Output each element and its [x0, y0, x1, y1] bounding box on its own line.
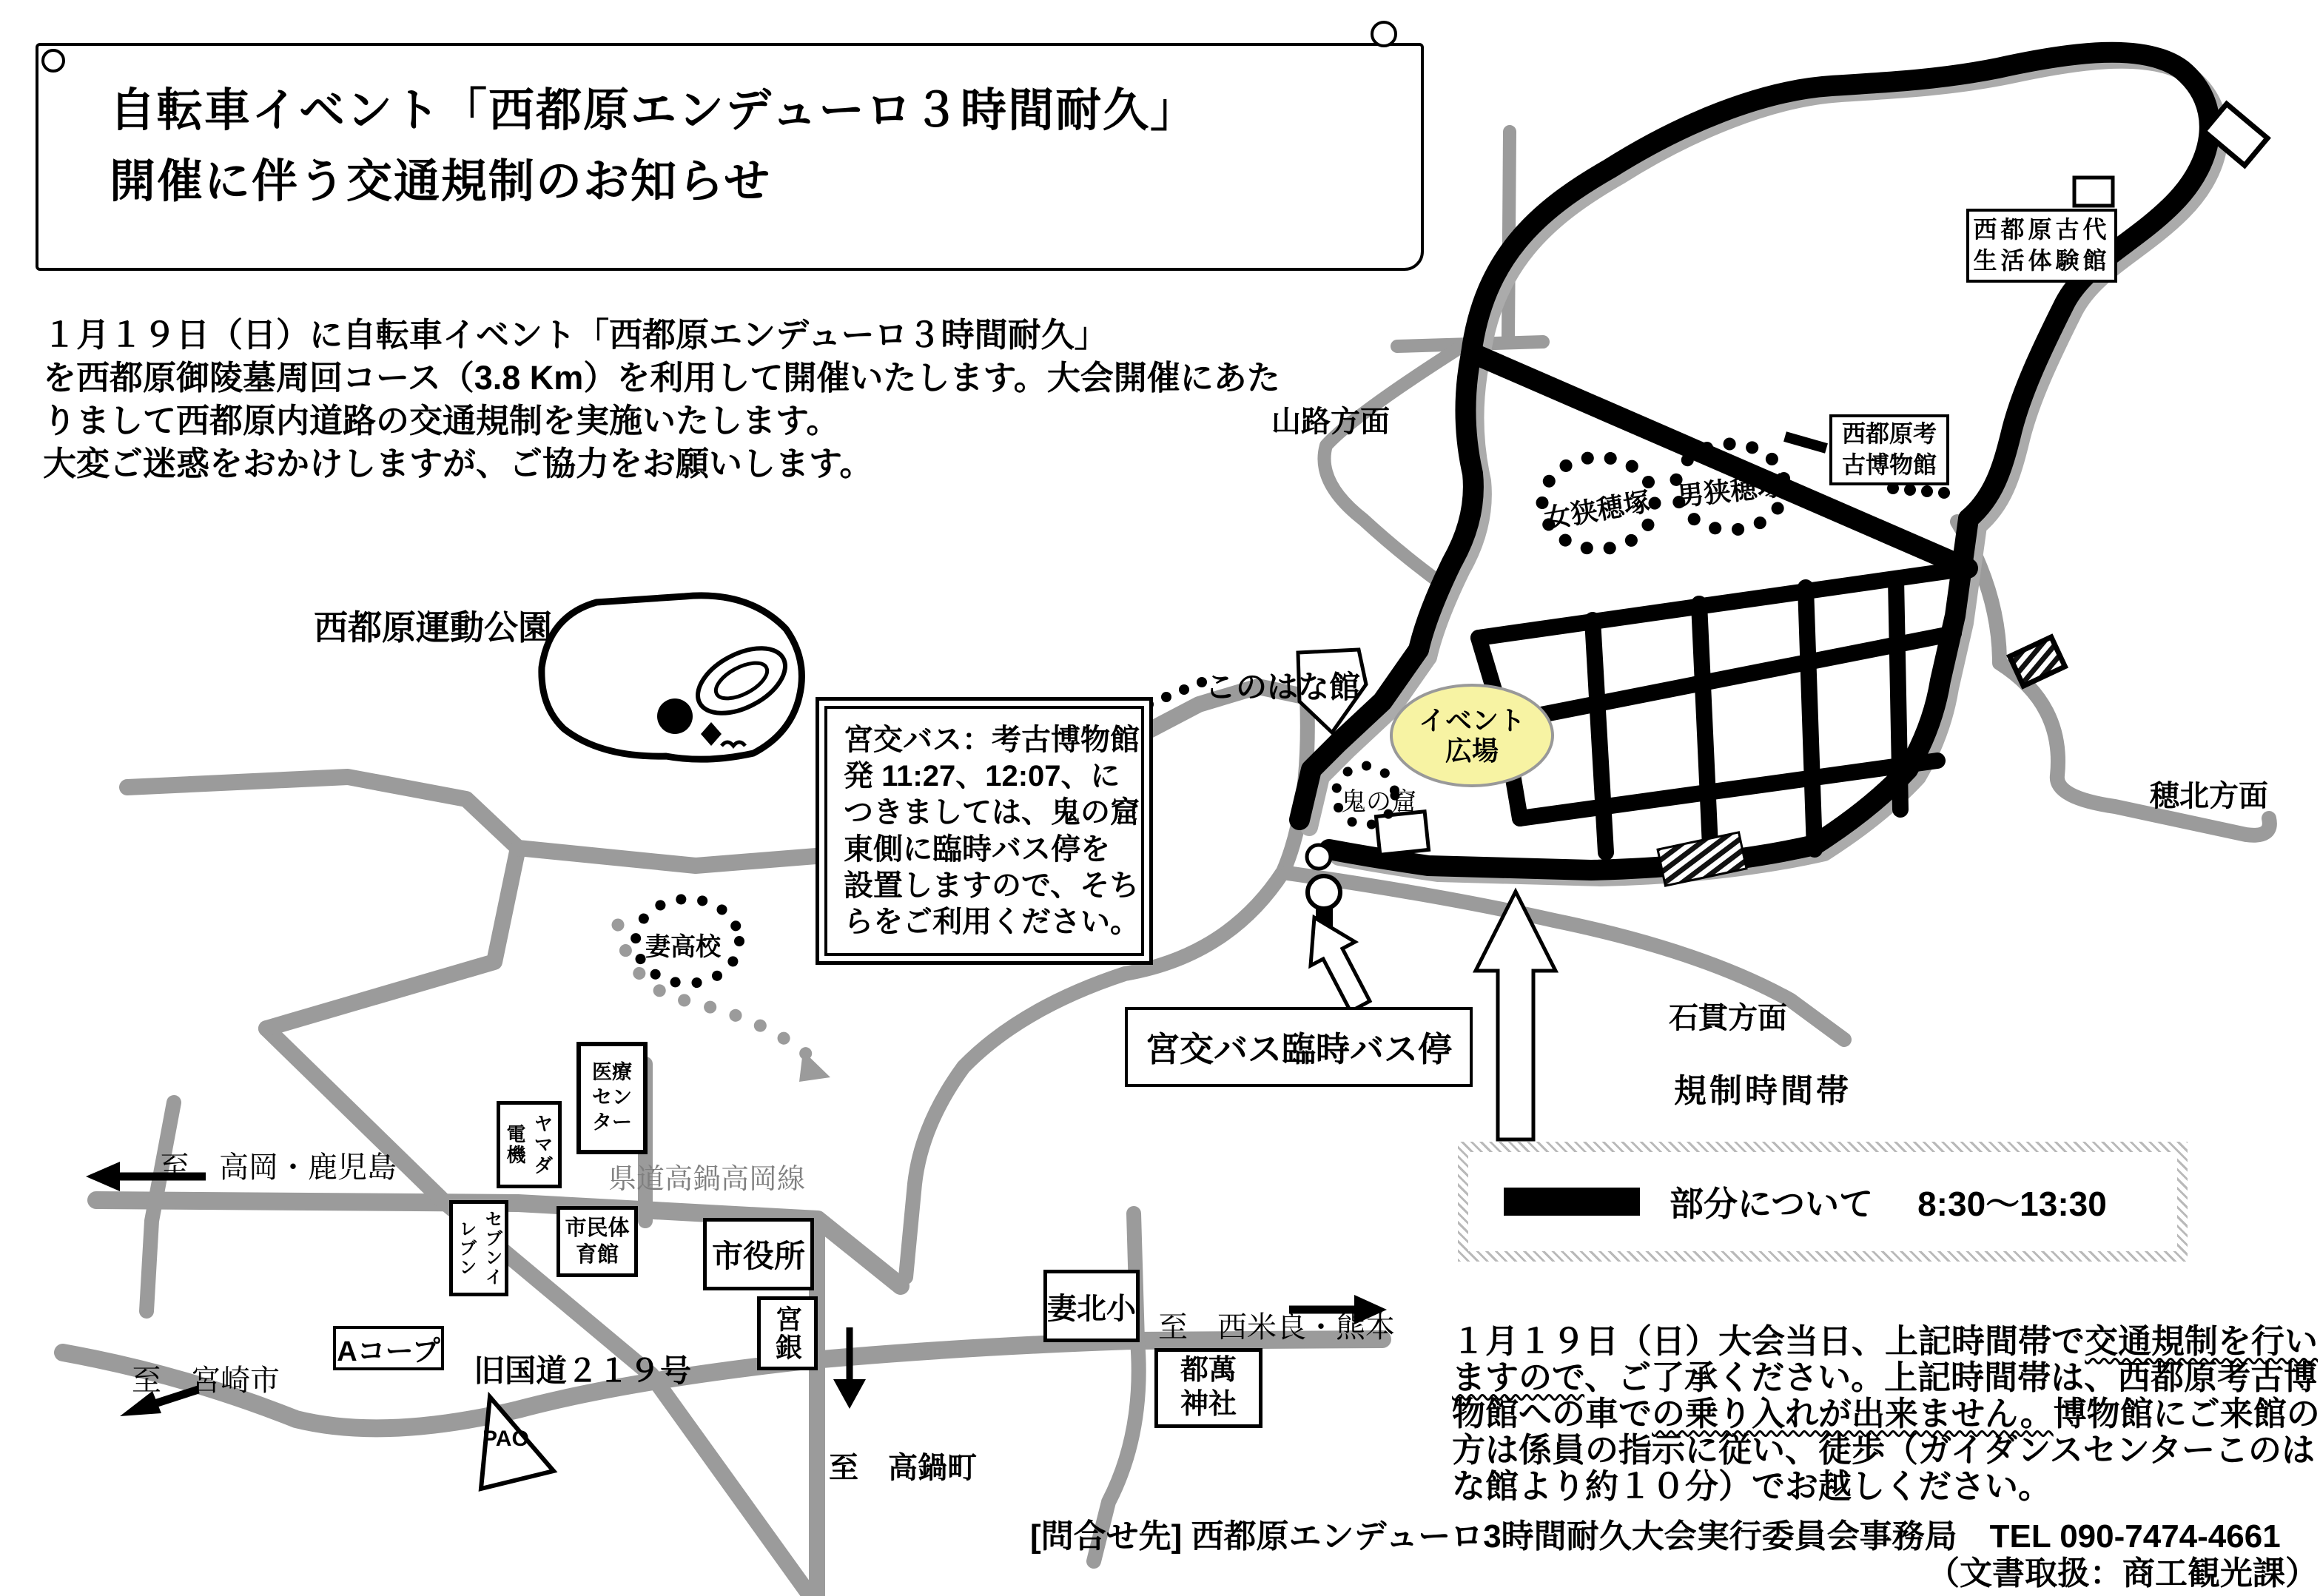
- bus-info-line: つきましては、鬼の窟: [844, 796, 1140, 829]
- scroll-curl-right-icon: [1371, 21, 1397, 47]
- event-plaza: [1390, 684, 1554, 787]
- label-konohana: このはな館: [1205, 670, 1361, 704]
- intro-line: を西都原御陵墓周回コース（3.8 Km）を利用して開催いたします。大会開催にあた: [43, 359, 1280, 397]
- label-taikenkan-l1: 西都原古代: [1973, 216, 2111, 243]
- label-taikenkan-l2: 生活体験館: [1973, 247, 2111, 274]
- event-plaza-l2: 広場: [1445, 735, 1499, 766]
- label-pao: PAO: [483, 1427, 529, 1451]
- label-to-miyazaki: 至 宮崎市: [132, 1364, 280, 1397]
- intro-line: りまして西都原内道路の交通規制を実施いたします。: [43, 402, 840, 440]
- label-osahozuka: 男狭穂塚: [1675, 470, 1785, 512]
- legend-heading: 規制時間帯: [1674, 1073, 1852, 1109]
- field-grid: [1479, 568, 1968, 863]
- notice-l4: 方は係員の指示に従い、徒歩（ガイダンスセンターこのは: [1452, 1431, 2315, 1469]
- intro-line: 大変ご迷惑をおかけしますが、ご協力をお願いします。: [43, 445, 873, 482]
- label-toman-l2: 神社: [1180, 1389, 1237, 1420]
- label-shimin: [557, 1206, 638, 1277]
- notice-paragraph: [1452, 1323, 2320, 1504]
- label-hakubutsukan-l1: 西都原考: [1841, 420, 1937, 448]
- notice-l3b: の乗り入れが出来ません。: [1652, 1395, 2054, 1432]
- label-hakubutsukan-l2: 古博物館: [1841, 451, 1937, 478]
- label-shiyakusho: 市役所: [703, 1218, 814, 1290]
- label-tsuma-hs: 妻高校: [645, 933, 721, 961]
- label-undokoen: 西都原運動公園: [314, 608, 552, 647]
- label-iryo-center: [576, 1042, 648, 1154]
- label-iryo-l2: セン: [592, 1086, 632, 1109]
- page-title-line2: 開催に伴う交通規制のお知らせ: [110, 157, 772, 208]
- busstop-arrow: [1311, 917, 1370, 1011]
- notice-line: [1452, 1359, 2320, 1395]
- label-mesahozuka: 女狭穂塚: [1541, 485, 1652, 535]
- label-iryo-l1: 医療: [592, 1061, 632, 1084]
- legend-black-bar-icon: [1504, 1188, 1640, 1216]
- notice-line: [1452, 1468, 2320, 1504]
- label-hokita: 穂北方面: [2150, 780, 2268, 812]
- label-shimin-l1: 市民体: [565, 1216, 630, 1240]
- page-title-line1: 自転車イベント「西都原エンデューロ３時間耐久」: [110, 86, 1198, 136]
- bus-info-line: 設置しますので、そち: [844, 869, 1140, 902]
- label-taikenkan: [1966, 209, 2117, 283]
- label-toman-l1: 都萬: [1180, 1355, 1237, 1387]
- contact-line2: （文書取扱：商工観光課）: [1927, 1555, 2318, 1592]
- label-ishinuki: 石貫方面: [1669, 1002, 1787, 1034]
- restriction-arrow: [1476, 892, 1556, 1139]
- notice-line: [1452, 1432, 2320, 1468]
- notice-l2b: 、ご了承ください。上記時間帯は、西都原考古博: [1584, 1358, 2318, 1396]
- notice-l1b: 交通規制を行い: [2085, 1322, 2319, 1360]
- label-yamada: ヤマダ電機: [497, 1101, 562, 1188]
- event-plaza-l1: イベント: [1418, 704, 1525, 735]
- label-seven: セブンイレブン: [449, 1200, 508, 1296]
- bus-info-line: 発 11:27、12:07、に: [844, 760, 1120, 793]
- field-block: [1376, 812, 1428, 855]
- bus-info-line: 東側に臨時バス停を: [844, 832, 1110, 866]
- bus-info-line: 宮交バス：考古博物館: [844, 724, 1140, 756]
- taikenkan-building: [2074, 178, 2113, 206]
- label-acoop: Aコープ: [333, 1326, 444, 1370]
- notice-line: [1452, 1323, 2320, 1359]
- hatched-marker-hokita: [2010, 637, 2065, 686]
- bus-stop-label-text: 宮交バス臨時バス停: [1146, 1030, 1452, 1068]
- contact-block: [1030, 1518, 2318, 1592]
- notice-l2a: ますので: [1452, 1358, 1585, 1396]
- label-to-takaoka: 至 高岡・鹿児島: [160, 1151, 397, 1184]
- legend-time: 8:30～13:30: [1917, 1185, 2107, 1223]
- label-iryo-l3: ター: [592, 1111, 632, 1134]
- notice-line: [1452, 1395, 2320, 1432]
- bus-info-box: [816, 697, 1153, 965]
- label-tsumakita: 妻北小: [1043, 1270, 1140, 1342]
- label-miyagin: 宮銀: [757, 1296, 818, 1370]
- label-hakubutsukan: [1829, 414, 1949, 485]
- sports-park: [542, 596, 802, 759]
- title-scroll: [36, 43, 1424, 271]
- hatched-marker-course: [1658, 832, 1746, 886]
- bus-info-line: らをご利用ください。: [844, 905, 1140, 938]
- notice-l5: な館より約１０分）でお越しください。: [1452, 1467, 2052, 1505]
- contact-line1: [問合せ先] 西都原エンデューロ3時間耐久大会実行委員会事務局 TEL 090-7474-4661: [1030, 1518, 2281, 1555]
- label-to-nishimera: 至 西米良・熊本: [1158, 1310, 1395, 1344]
- entrance-circle: [1307, 845, 1331, 869]
- label-kyukokudo: 旧国道２１９号: [474, 1353, 692, 1388]
- bus-stop-label: [1125, 1007, 1473, 1087]
- label-oninoiwaya: 鬼の窟: [1341, 789, 1416, 816]
- label-toman: [1154, 1348, 1262, 1428]
- label-kendo: 県道高鍋高岡線: [608, 1164, 806, 1195]
- label-yamaji: 山路方面: [1271, 405, 1390, 438]
- notice-l3c: 博物館にご来館の: [2053, 1395, 2320, 1432]
- label-to-takanabe: 至 高鍋町: [829, 1452, 977, 1484]
- notice-l1a: １月１９日（日）大会当日、上記時間帯で: [1452, 1322, 2085, 1360]
- notice-l3a: 物館への車で: [1452, 1395, 1652, 1432]
- legend-box: [1458, 1142, 2188, 1262]
- scroll-curl-left-icon: [41, 49, 65, 73]
- legend-text: 部分について: [1670, 1185, 1874, 1223]
- intro-paragraph: [43, 314, 1345, 485]
- label-shimin-l2: 育館: [575, 1243, 619, 1267]
- intro-line: １月１９日（日）に自転車イベント「西都原エンデューロ３時間耐久」: [43, 316, 1108, 354]
